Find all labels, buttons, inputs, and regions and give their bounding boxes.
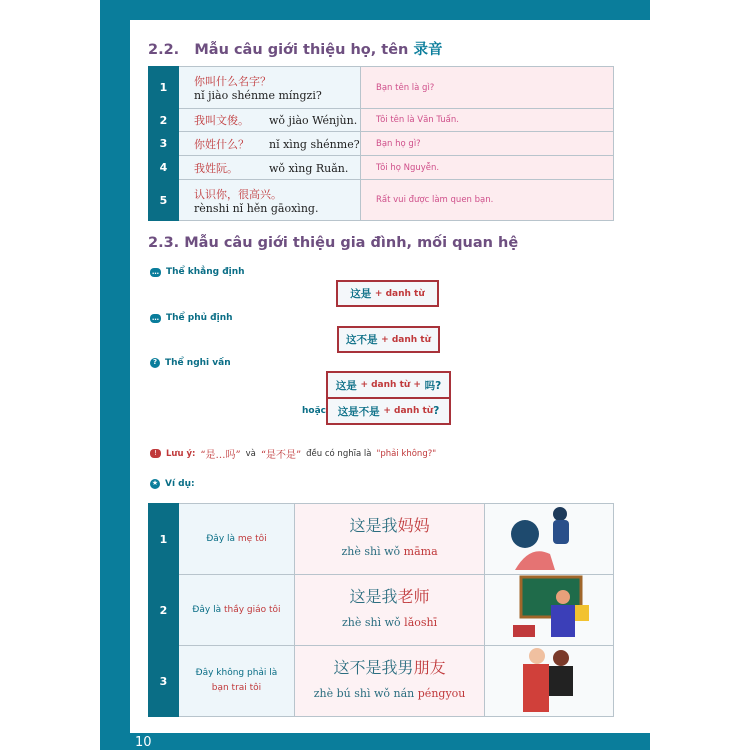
chinese-text: 你叫什么名字？	[194, 75, 271, 88]
chinese-cell	[295, 575, 485, 646]
couple-illustration	[485, 646, 614, 717]
audio-link[interactable]: 录音	[413, 42, 443, 58]
chinese-highlight: 老师	[397, 587, 430, 606]
row-number: 2	[149, 575, 179, 646]
table-row	[149, 109, 614, 132]
table-row	[149, 575, 614, 646]
note	[150, 446, 436, 461]
section-2-2-heading	[148, 38, 442, 59]
negative-label	[150, 313, 233, 323]
pattern-chinese: 这不是	[345, 334, 378, 346]
note-pattern-1: “是…吗”	[200, 450, 241, 461]
chinese-text: 这不是我男	[333, 658, 414, 677]
row-number: 1	[149, 504, 179, 575]
vietnamese-cell	[178, 504, 294, 575]
vi-highlight: bạn trai tôi	[211, 683, 262, 693]
table-row	[149, 646, 614, 717]
table-row	[149, 504, 614, 575]
vietnamese-cell: Bạn họ gì?	[361, 132, 614, 156]
names-table	[148, 66, 614, 221]
table-row	[149, 180, 614, 221]
question-icon: ?	[150, 358, 160, 368]
table-row	[149, 132, 614, 156]
pattern-chinese: 这是	[350, 288, 372, 300]
pattern-chinese: 这是	[335, 379, 357, 392]
speech-bubble-icon: …	[152, 267, 159, 276]
chinese-cell	[295, 504, 485, 575]
chinese-text: 你姓什么？	[194, 137, 249, 151]
star-icon: ★	[151, 479, 159, 487]
row-number: 5	[149, 180, 179, 221]
negative-pattern	[337, 326, 440, 353]
vi-highlight: mẹ tôi	[237, 533, 267, 544]
vietnamese-cell: Rất vui được làm quen bạn.	[361, 180, 614, 221]
examples-table	[148, 503, 614, 717]
note-label: Lưu ý:	[166, 448, 196, 459]
chinese-text: 这是我	[349, 587, 398, 606]
chinese-cell	[179, 132, 361, 156]
affirmative-pattern	[336, 280, 439, 307]
or-label: hoặc	[302, 406, 326, 416]
table-row	[149, 156, 614, 180]
vi-text: Đây là	[206, 533, 236, 544]
label-text: Thể khẳng định	[166, 267, 245, 277]
page-number: 10	[135, 735, 152, 750]
row-number: 2	[149, 109, 179, 132]
chinese-cell	[295, 646, 485, 717]
pinyin: nǐ xìng shénme?	[269, 137, 360, 151]
section-number: 2.2.	[148, 42, 180, 58]
question-pattern-2	[326, 397, 451, 425]
label-text: Thể nghi vấn	[165, 358, 231, 368]
question-label	[150, 358, 231, 368]
chinese-cell	[179, 109, 361, 132]
row-number: 3	[149, 646, 179, 717]
row-number: 4	[149, 156, 179, 180]
pattern-rest: + danh từ	[383, 406, 434, 416]
vietnamese-cell	[178, 575, 294, 646]
chinese-cell	[179, 180, 361, 221]
pinyin: zhè bú shì wǒ nán	[313, 687, 415, 700]
pinyin-highlight: māma	[403, 545, 438, 558]
vi-text: Đây là	[192, 604, 222, 615]
pinyin: zhè shì wǒ	[341, 545, 401, 558]
pattern-end: 吗?	[424, 379, 442, 392]
chinese-text: 这是我	[349, 516, 398, 535]
chinese-text: 认识你，很高兴。	[194, 187, 282, 201]
row-number: 3	[149, 132, 179, 156]
pattern-rest: + danh từ +	[360, 380, 421, 390]
pinyin-highlight: péngyou	[417, 687, 466, 700]
vi-highlight: thầy giáo tôi	[223, 604, 281, 615]
speech-bubble-icon: …	[152, 313, 159, 322]
vietnamese-cell: Bạn tên là gì?	[361, 67, 614, 109]
pinyin: wǒ jiào Wénjùn.	[269, 114, 358, 127]
chinese-cell	[179, 67, 361, 109]
chinese-highlight: 妈妈	[397, 516, 430, 535]
question-pattern-1	[326, 371, 451, 399]
pinyin: rènshi nǐ hěn gāoxìng.	[194, 201, 319, 215]
note-meaning: "phải không?"	[376, 448, 437, 459]
vi-text: Đây không phải là	[195, 668, 278, 678]
pattern-rest: + danh từ	[381, 334, 431, 345]
chinese-cell	[179, 156, 361, 180]
alert-icon: !	[150, 449, 161, 458]
chinese-highlight: 朋友	[413, 658, 446, 677]
table-row	[149, 67, 614, 109]
pinyin: wǒ xìng Ruǎn.	[269, 161, 349, 175]
pinyin: nǐ jiào shénme míngzi?	[194, 89, 322, 102]
note-pattern-2: “是不是”	[260, 450, 302, 461]
label-text: Ví dụ:	[165, 479, 195, 489]
pattern-rest: + danh từ	[374, 288, 425, 299]
vietnamese-cell	[178, 646, 294, 717]
chinese-text: 我姓阮。	[194, 161, 238, 175]
label-text: Thể phủ định	[166, 313, 233, 323]
section-2-3-heading: 2.3. Mẫu câu giới thiệu gia đình, mối quan hệ	[148, 235, 519, 251]
pattern-end: ?	[433, 405, 440, 417]
note-and: và	[245, 448, 256, 459]
mother-child-illustration	[485, 504, 614, 575]
section-title: Mẫu câu giới thiệu họ, tên	[194, 42, 409, 58]
chinese-text: 我叫文俊。	[194, 114, 249, 127]
example-label	[150, 479, 195, 489]
teacher-illustration	[485, 575, 614, 646]
pattern-chinese: 这是不是	[337, 405, 380, 418]
pinyin-highlight: lǎoshī	[404, 616, 438, 629]
note-text: đều có nghĩa là	[306, 448, 372, 459]
row-number: 1	[149, 67, 179, 109]
affirmative-label	[150, 267, 245, 277]
vietnamese-cell: Tôi họ Nguyễn.	[361, 156, 614, 180]
vietnamese-cell: Tôi tên là Văn Tuấn.	[361, 109, 614, 132]
pinyin: zhè shì wǒ	[342, 616, 401, 629]
